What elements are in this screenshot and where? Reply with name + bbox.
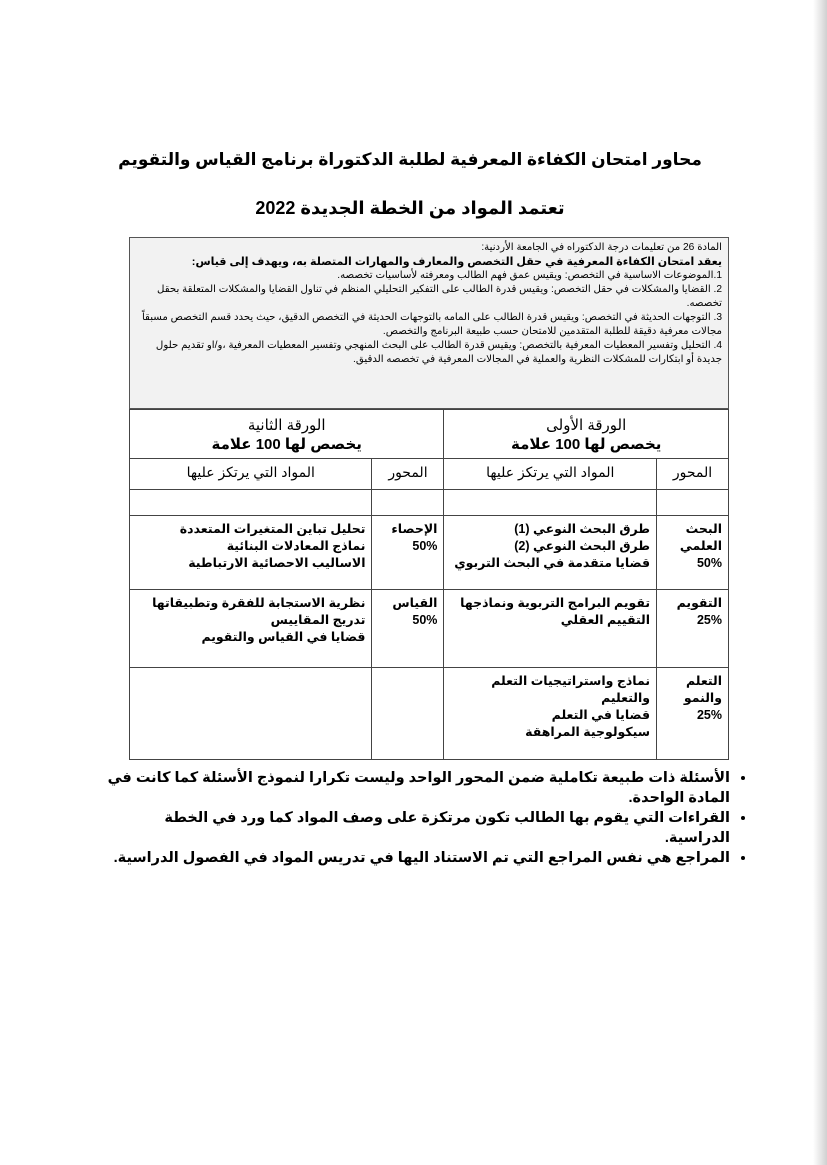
exam-plan-table: [129, 409, 729, 760]
document-title: محاور امتحان الكفاءة المعرفية لطلبة الدكتوراة برنامج القياس والتقويم: [118, 150, 702, 169]
axis-cell-empty: [372, 668, 444, 760]
regulation-item: 4. التحليل وتفسير المعطيات المعرفية بالتخصص: ويقيس قدرة الطالب على البحث المنهجي وتفسير المعطيات المعرفية ،و/او تقديم حلول جديدة أو ابتكارات للمشكلات النظرية والعملية في المجالات المعرفية في تخصصه الدقيق.: [155, 340, 722, 365]
material-item: تدريج المقاييس: [270, 613, 366, 627]
axis-name: القياس: [392, 596, 438, 610]
material-item: تقويم البرامج التربوية ونماذجها: [460, 596, 651, 610]
material-item: الاساليب الاحصائية الارتباطية: [188, 556, 366, 570]
notes-list: [100, 768, 752, 868]
axis-weight: 25%: [696, 613, 722, 627]
materials-cell: [130, 516, 372, 590]
paper-header-row: [130, 410, 729, 459]
materials-header: المواد التي يرتكز عليها: [444, 459, 657, 490]
material-item: سيكولوجية المراهقة: [525, 725, 651, 739]
regulation-statement: يعقد امتحان الكفاءة المعرفية في حقل التخصص والمعارف والمهارات المتصلة به، ويهدف إلى قياس:: [191, 256, 722, 268]
material-item: طرق البحث النوعي (2): [514, 539, 651, 553]
paper1-title: الورقة الأولى: [546, 417, 627, 434]
regulation-box: [129, 237, 729, 409]
material-item: تحليل تباين المتغيرات المتعددة: [179, 522, 366, 536]
regulation-reference: المادة 26 من تعليمات درجة الدكتوراه في الجامعة الأردنية:: [481, 242, 722, 253]
axis-cell: [657, 516, 729, 590]
axis-cell: [657, 590, 729, 668]
materials-cell-empty: [130, 668, 372, 760]
note-item: • القراءات التي يقوم بها الطالب تكون مرتكزة على وصف المواد كما ورد في الخطة الدراسية.: [100, 808, 730, 848]
regulation-item: 2. القضايا والمشكلات في حقل التخصص: ويقيس قدرة الطالب على التفكير التحليلي المنظم في تناول القضايا والمشكلات المتعلقة بحقل تخصصه.: [157, 284, 722, 309]
paper2-header: [130, 410, 444, 459]
material-item: قضايا في التعلم: [551, 708, 651, 722]
materials-cell: [444, 668, 657, 760]
axis-weight: 50%: [412, 613, 438, 627]
note-item: • المراجع هي نفس المراجع التي تم الاستناد اليها في تدريس المواد في الفصول الدراسية.: [100, 848, 730, 868]
axis-name: البحث العلمي: [679, 522, 722, 553]
materials-cell: [130, 590, 372, 668]
material-item: التقييم العقلي: [560, 613, 651, 627]
axis-name: التقويم: [676, 596, 722, 610]
material-item: قضايا متقدمة في البحث التربوي: [454, 556, 651, 570]
axis-weight: 50%: [696, 556, 722, 570]
material-item: نماذج واستراتيجيات التعلم والتعليم: [491, 674, 651, 705]
axis-header: المحور: [657, 459, 729, 490]
table-row: [130, 516, 729, 590]
spacer-row: [130, 490, 729, 516]
axis-cell: [657, 668, 729, 760]
page-edge-shadow: [813, 0, 827, 1165]
paper2-marks: يخصص لها 100 علامة: [211, 436, 362, 453]
paper1-header: [444, 410, 729, 459]
material-item: قضايا في القياس والتقويم: [201, 630, 366, 644]
axis-weight: 25%: [696, 708, 722, 722]
materials-cell: [444, 590, 657, 668]
material-item: نظرية الاستجابة للفقرة وتطبيقاتها: [152, 596, 366, 610]
table-row: [130, 668, 729, 760]
material-item: نماذج المعادلات البنائية: [226, 539, 366, 553]
axis-cell: [372, 590, 444, 668]
material-item: طرق البحث النوعي (1): [514, 522, 651, 536]
materials-cell: [444, 516, 657, 590]
axis-header: المحور: [372, 459, 444, 490]
document-subtitle: تعتمد المواد من الخطة الجديدة 2022: [255, 198, 565, 218]
note-item: • الأسئلة ذات طبيعة تكاملية ضمن المحور الواحد وليست تكرارا لنموذج الأسئلة كما كانت في المادة الواحدة.: [100, 768, 730, 808]
axis-name: التعلم والنمو: [683, 674, 722, 705]
axis-name: الإحصاء: [391, 522, 438, 536]
regulation-item: 3. التوجهات الحديثة في التخصص: ويقيس قدرة الطالب على المامه بالتوجهات الحديثة في التخصص الدقيق، حيث يحدد قسم التخصص مسبقاً مجالات معرفية دقيقة للطلبة المتقدمين للامتحان حسب طبيعة البرنامج والتخصص.: [141, 312, 722, 337]
table-row: [130, 590, 729, 668]
paper2-title: الورقة الثانية: [247, 417, 326, 434]
column-header-row: [130, 459, 729, 490]
materials-header: المواد التي يرتكز عليها: [130, 459, 372, 490]
axis-weight: 50%: [412, 539, 438, 553]
paper1-marks: يخصص لها 100 علامة: [511, 436, 662, 453]
regulation-item: 1.الموضوعات الاساسية في التخصص: ويقيس عمق فهم الطالب ومعرفته لأساسيات تخصصه.: [337, 270, 722, 281]
axis-cell: [372, 516, 444, 590]
